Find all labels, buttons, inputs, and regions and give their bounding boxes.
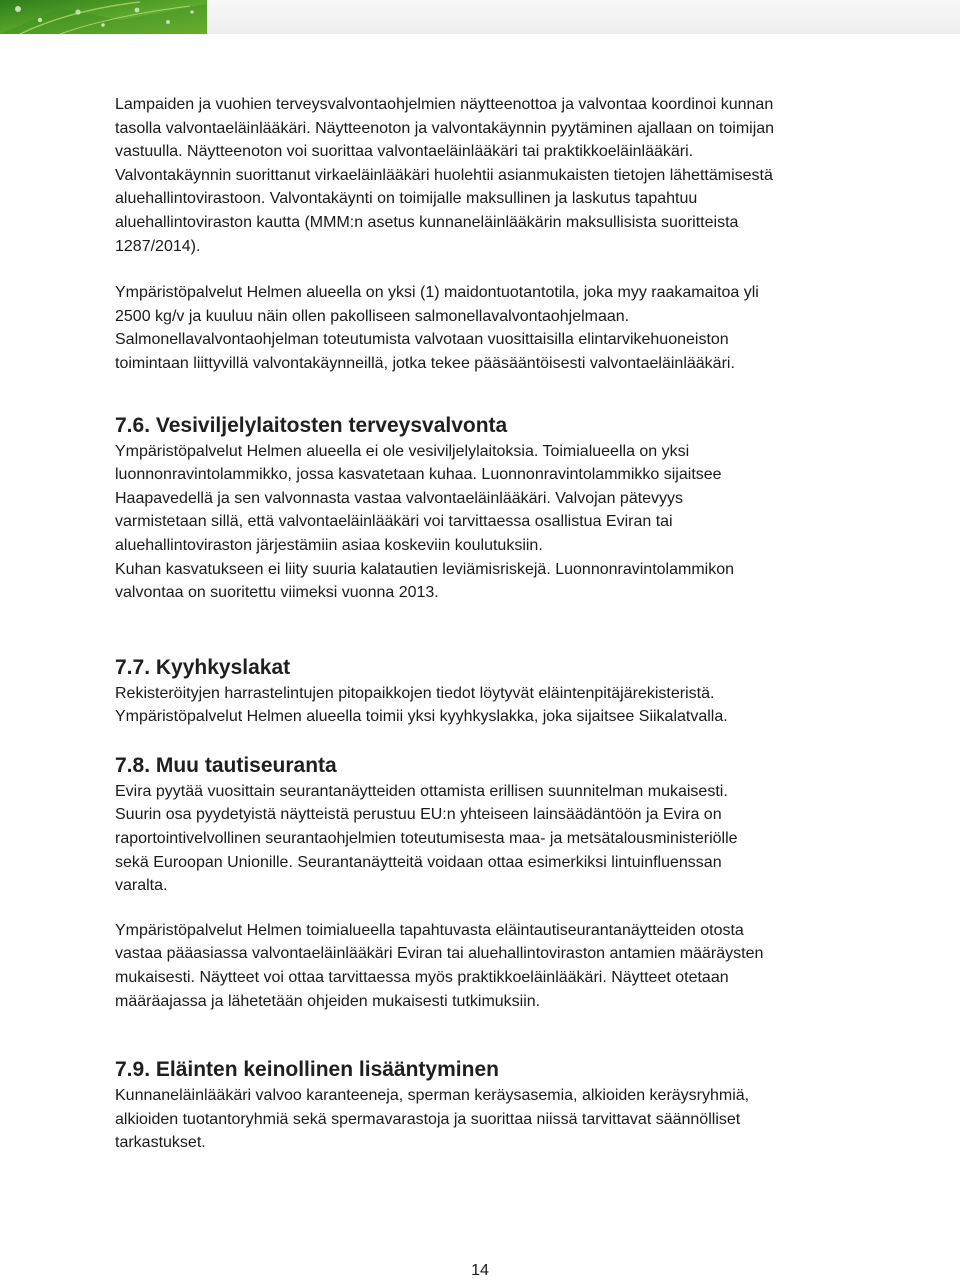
line: aluehallintoviraston kautta (MMM:n asetus kunnaneläinlääkärin maksullisista suoritteista	[115, 213, 739, 231]
line: toimintaan liittyvillä valvontakäynneillä, jotka tekee pääsääntöisesti valvontaeläinlääkäri.	[115, 354, 735, 372]
section-7-7-text	[115, 682, 855, 729]
line: sekä Euroopan Unionille. Seurantanäytteitä voidaan ottaa esimerkiksi lintuinfluenssan	[115, 853, 722, 871]
line: Rekisteröityjen harrastelintujen pitopaikkojen tiedot löytyvät eläintenpitäjärekisteristä.	[115, 684, 715, 702]
line: aluehallintovirastoon. Valvontakäynti on toimijalle maksullinen ja laskutus tapahtuu	[115, 190, 698, 208]
line: 2500 kg/v ja kuuluu näin ollen pakolliseen salmonellavalvontaohjelmaan.	[115, 307, 630, 325]
line: Ympäristöpalvelut Helmen toimialueella tapahtuvasta eläintautiseurantanäytteiden otosta	[115, 921, 744, 939]
intro-paragraph-1	[115, 93, 855, 258]
line: Valvontakäynnin suorittanut virkaeläinlääkäri huolehtii asianmukaisten tietojen lähettämisestä	[115, 166, 773, 184]
line: varmistetaan sillä, että valvontaeläinlääkäri voi tarvittaessa osallistua Eviran tai	[115, 513, 673, 531]
line: Ympäristöpalvelut Helmen alueella toimii yksi kyyhkyslakka, joka sijaitsee Siikalatvalla.	[115, 708, 728, 726]
line: raportointivelvollinen seurantaohjelmien toteutumisesta maa- ja metsätalousministeriölle	[115, 830, 738, 848]
section-heading-7-7: 7.7. Kyyhkyslakat	[115, 655, 291, 679]
line: Haapavedellä ja sen valvonnasta vastaa valvontaeläinlääkäri. Valvojan pätevyys	[115, 489, 684, 507]
section-7-6-text	[115, 440, 855, 605]
line: varalta.	[115, 877, 168, 895]
line: Kuhan kasvatukseen ei liity suuria kalatautien leviämisriskejä. Luonnonravintolammikon	[115, 560, 734, 578]
line: alkioiden tuotantoryhmiä sekä spermavarastoja ja suorittaa niissä tarvittavat säännölliset	[115, 1110, 741, 1128]
line: Ympäristöpalvelut Helmen alueella on yksi (1) maidontuotantotila, joka myy raakamaitoa yli	[115, 284, 759, 302]
line: Suurin osa pyydetyistä näytteistä perustuu EU:n yhteiseen lainsäädäntöön ja Evira on	[115, 806, 722, 824]
line: valvontaa on suoritettu viimeksi vuonna 2013.	[115, 584, 439, 602]
section-heading-7-8: 7.8. Muu tautiseuranta	[115, 753, 337, 777]
line: tasolla valvontaeläinlääkäri. Näytteenoton ja valvontakäynnin pyytäminen ajallaan on toimijan	[115, 119, 775, 137]
line: aluehallintoviraston järjestämiin asiaa koskeviin koulutuksiin.	[115, 536, 543, 554]
line: Ympäristöpalvelut Helmen alueella ei ole vesiviljelylaitoksia. Toimialueella on yksi	[115, 442, 690, 460]
line: 1287/2014).	[115, 237, 201, 255]
section-7-8-paragraph-1	[115, 780, 855, 898]
section-heading-7-9: 7.9. Eläinten keinollinen lisääntyminen	[115, 1058, 499, 1082]
intro-paragraph-2	[115, 281, 855, 375]
document-body	[115, 93, 855, 1155]
line: Lampaiden ja vuohien terveysvalvontaohjelmien näytteenottoa ja valvontaa koordinoi kunnan	[115, 96, 774, 113]
line: luonnonravintolammikko, jossa kasvatetaan kuhaa. Luonnonravintolammikko sijaitsee	[115, 466, 722, 484]
line: tarkastukset.	[115, 1134, 206, 1152]
line: Kunnaneläinlääkäri valvoo karanteeneja, sperman keräysasemia, alkioiden keräysryhmiä,	[115, 1087, 750, 1105]
line: Salmonellavalvontaohjelman toteutumista valvotaan vuosittaisilla elintarvikehuoneiston	[115, 331, 729, 349]
line: määräajassa ja lähetetään ohjeiden mukaisesti tutkimuksiin.	[115, 992, 541, 1010]
line: vastaa pääasiassa valvontaeläinlääkäri Eviran tai aluehallintoviraston antamien määräysten	[115, 945, 764, 963]
green-leaf-banner-icon	[0, 0, 207, 34]
section-7-9-text	[115, 1084, 855, 1155]
line: Evira pyytää vuosittain seurantanäytteiden ottamista erillisen suunnitelman mukaisesti.	[115, 782, 728, 800]
line: mukaisesti. Näytteet voi ottaa tarvittaessa myös praktikkoeläinlääkäri. Näytteet otetaan	[115, 969, 729, 987]
line: vastuulla. Näytteenoton voi suorittaa valvontaeläinlääkäri tai praktikkoeläinlääkäri.	[115, 143, 694, 161]
section-7-8-paragraph-2	[115, 919, 855, 1013]
section-heading-7-6: 7.6. Vesiviljelylaitosten terveysvalvonta	[115, 413, 508, 437]
page-number: 14	[471, 1262, 489, 1279]
